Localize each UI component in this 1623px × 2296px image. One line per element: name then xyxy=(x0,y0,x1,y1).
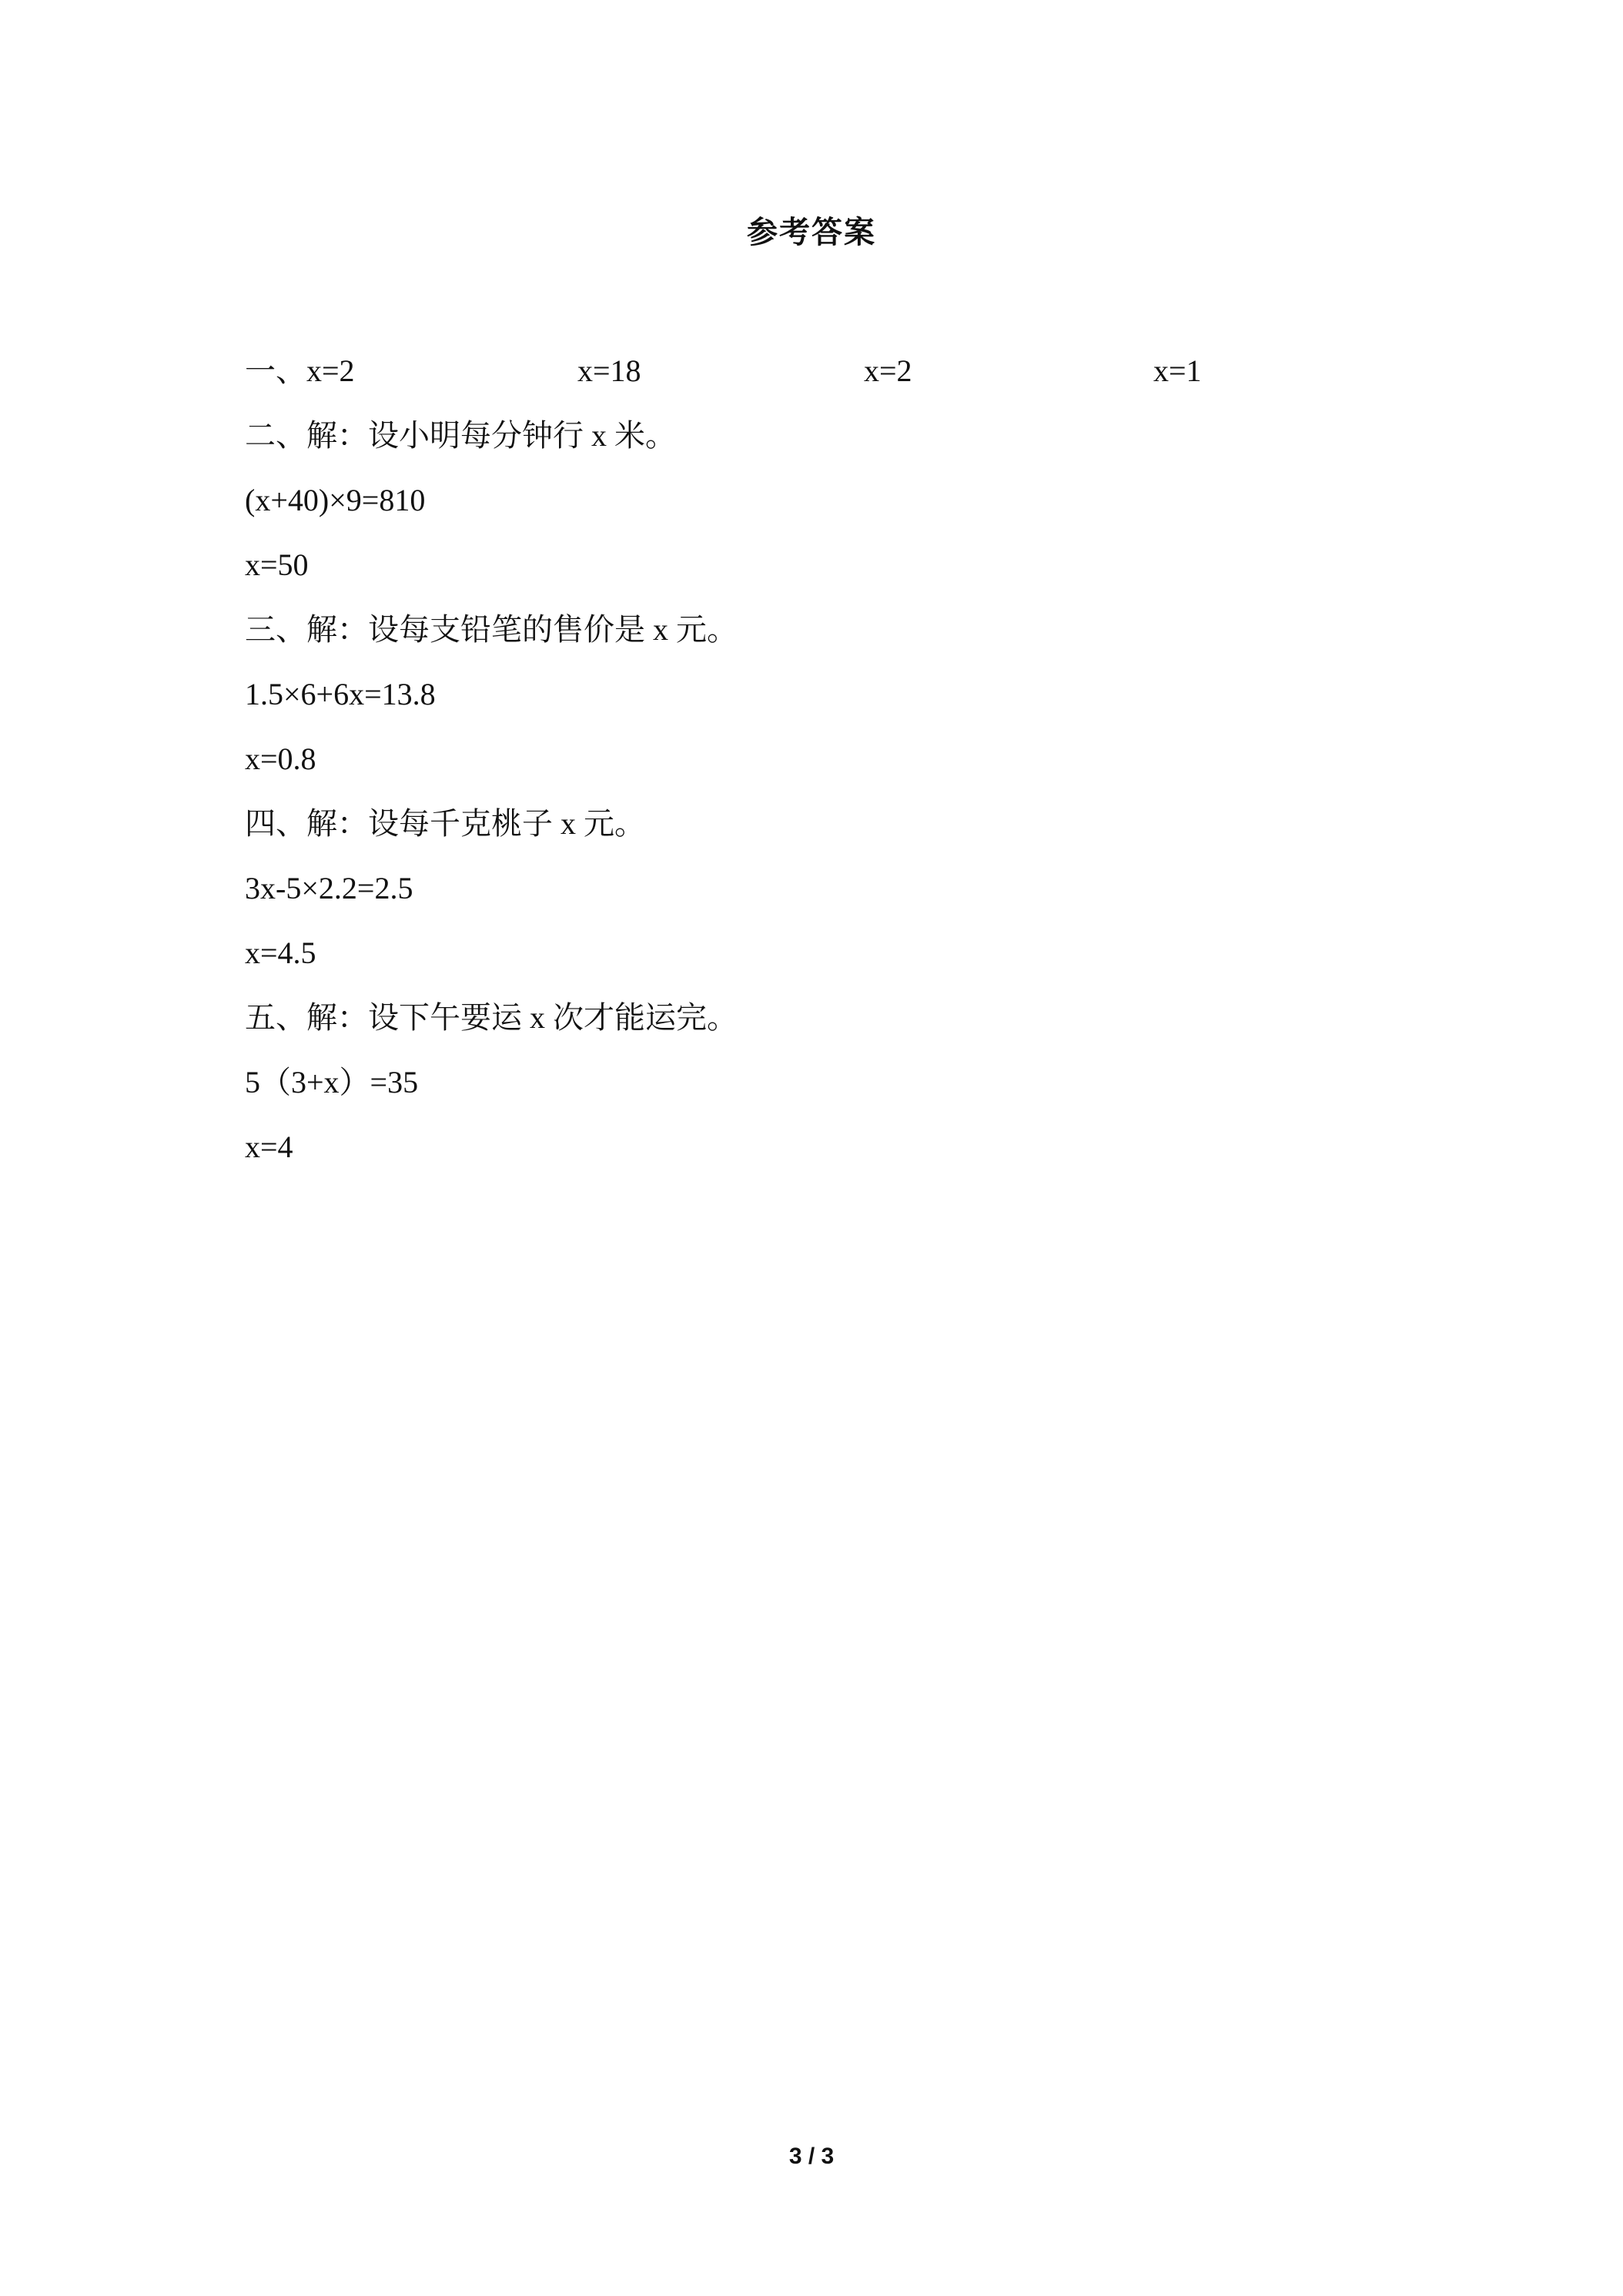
answer-content xyxy=(245,339,1400,1180)
section-4-equation: 3x-5×2.2=2.5 xyxy=(245,871,413,905)
answer-4: x=1 xyxy=(1153,353,1202,388)
section-2-heading: 二、解：设小明每分钟行 x 米。 xyxy=(245,418,676,453)
section-4-heading: 四、解：设每千克桃子 x 元。 xyxy=(245,806,645,841)
section-2-result: x=50 xyxy=(245,547,309,582)
page-number: 3 / 3 xyxy=(788,2144,835,2169)
answer-1: 一、x=2 xyxy=(245,353,355,388)
section-5-equation: 5（3+x）=35 xyxy=(245,1065,419,1099)
section-4-result: x=4.5 xyxy=(245,935,316,970)
section-3-result: x=0.8 xyxy=(245,741,316,776)
section-5-result: x=4 xyxy=(245,1130,293,1164)
answer-3: x=2 xyxy=(864,353,912,388)
page-title: 参考答案 xyxy=(747,215,876,250)
section-3-heading: 三、解：设每支铅笔的售价是 x 元。 xyxy=(245,612,738,647)
section-2-equation: (x+40)×9=810 xyxy=(245,483,426,517)
section-3-equation: 1.5×6+6x=13.8 xyxy=(245,677,436,711)
section-5-heading: 五、解：设下午要运 x 次才能运完。 xyxy=(245,1000,738,1035)
section-1-answers xyxy=(245,339,1400,403)
answer-2: x=18 xyxy=(577,353,641,388)
